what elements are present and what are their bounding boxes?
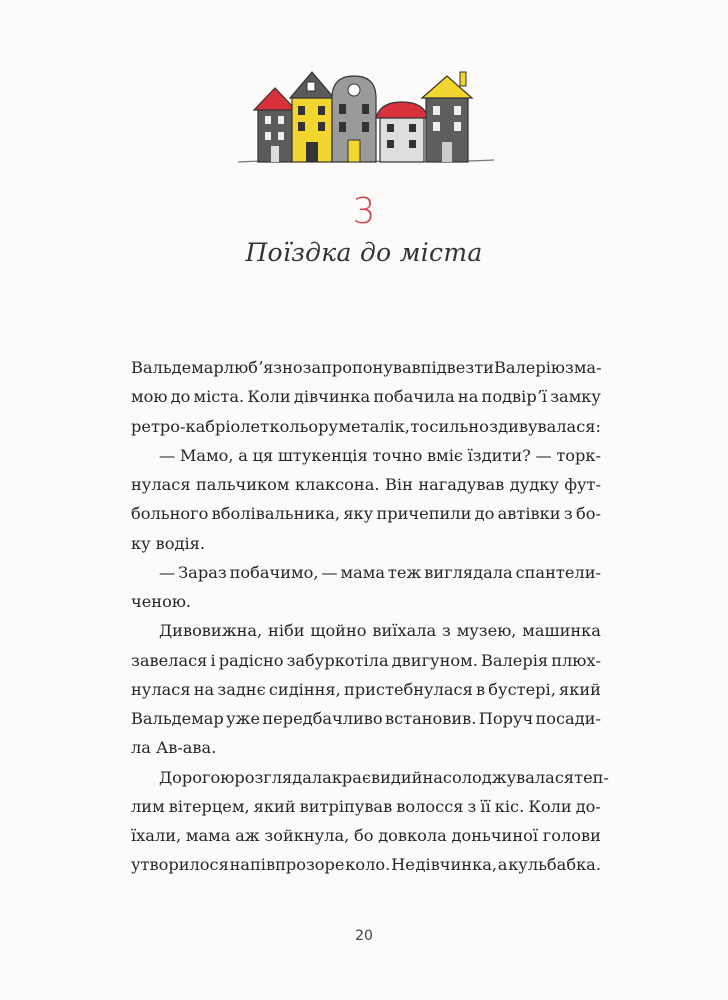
town-houses-illustration	[236, 58, 496, 188]
word: лим	[131, 796, 165, 816]
word: з	[565, 358, 574, 377]
word: бо	[353, 826, 374, 845]
word: який	[253, 796, 296, 816]
word: виїхала	[372, 621, 437, 641]
word: пристебнулася	[343, 679, 473, 699]
text-line	[131, 441, 601, 470]
word: на	[193, 679, 215, 699]
word: насолоджувалася	[422, 767, 575, 787]
word: причепили	[376, 504, 472, 524]
text-line	[131, 587, 601, 616]
word: а	[497, 855, 508, 875]
word: замку	[550, 387, 601, 407]
word: довкола	[378, 826, 447, 845]
word: яку	[343, 504, 374, 524]
word: Коли	[247, 387, 291, 407]
word: уже	[226, 709, 261, 728]
word: дівчинка	[293, 387, 371, 407]
word: Валерію	[493, 358, 565, 377]
word: штукенція	[277, 445, 368, 465]
word: в	[475, 679, 486, 699]
word: з	[442, 621, 451, 641]
word: —	[159, 445, 176, 465]
word: з	[563, 504, 573, 524]
word: Вальдемар	[131, 358, 224, 377]
word: двигуном.	[391, 650, 478, 670]
word: фут-	[564, 475, 601, 494]
word: вітерцем,	[168, 796, 250, 816]
word: Дивовижна,	[159, 621, 263, 641]
word: спантели-	[515, 562, 601, 582]
word: Ав-ава.	[155, 738, 217, 758]
text-line	[131, 646, 601, 675]
text-line	[131, 499, 601, 528]
word: мама	[185, 826, 231, 845]
word: пальчиком	[196, 475, 290, 494]
word: вболівальника,	[211, 504, 341, 524]
word: машинка	[522, 621, 601, 641]
word: больного	[131, 504, 209, 524]
page-number: 20	[355, 928, 373, 944]
word: коло.	[345, 855, 391, 875]
word: теж	[387, 562, 422, 582]
word: радісно	[218, 650, 284, 670]
word: —	[321, 562, 338, 582]
word: виглядала	[424, 562, 513, 582]
house-dark-red-roof	[254, 88, 296, 162]
word: на	[457, 387, 479, 407]
word: Вальдемар	[131, 709, 224, 728]
word: подвірʼї	[481, 387, 548, 407]
word: зойкнула,	[264, 826, 350, 845]
word: Він	[385, 475, 413, 494]
word: торк-	[556, 445, 601, 465]
word: Не	[391, 855, 415, 875]
word: Зараз	[178, 562, 227, 582]
word: до	[474, 504, 495, 524]
text-line	[131, 821, 601, 850]
word: й	[411, 767, 423, 787]
text-line	[131, 675, 601, 704]
text-line	[131, 382, 601, 411]
word: бо-	[575, 504, 601, 524]
word: побачимо,	[229, 562, 319, 582]
word: заднє	[217, 679, 266, 699]
word: доньчиної	[451, 826, 539, 845]
word: кольору	[269, 416, 339, 436]
word: нулася	[131, 679, 191, 699]
word: любʼязно	[223, 358, 303, 377]
word: бустері,	[488, 679, 556, 699]
word: водія.	[155, 533, 206, 553]
word: мама	[340, 562, 385, 582]
house-yellow	[290, 72, 334, 162]
word: завелася	[131, 650, 208, 670]
word: дівчинка,	[415, 855, 497, 875]
word: а	[238, 445, 248, 465]
word: який	[559, 679, 601, 699]
word: побачила	[373, 387, 455, 407]
word: ку	[131, 533, 151, 553]
word: до	[170, 387, 191, 407]
word: Мамо,	[179, 445, 234, 465]
word: ченою.	[131, 592, 192, 611]
word: то	[410, 416, 430, 436]
word: вміє	[427, 445, 463, 465]
house-dark-yellow-roof	[422, 72, 472, 162]
word: голови	[542, 826, 601, 845]
house-grey	[332, 76, 376, 162]
word: ма-	[573, 358, 602, 377]
word: здивувалася:	[489, 416, 601, 436]
word: сидіння,	[268, 679, 341, 699]
word: посади-	[535, 709, 601, 728]
word: Коли	[528, 796, 572, 816]
text-line	[131, 558, 601, 587]
word: з	[467, 796, 477, 816]
word: напівпрозоре	[229, 855, 345, 875]
word: металік,	[338, 416, 410, 436]
word: плюх-	[551, 650, 601, 670]
house-light-red-roof	[376, 102, 428, 162]
word: точно	[372, 445, 423, 465]
word: ретро-кабріолет	[131, 416, 270, 436]
word: теп-	[574, 767, 609, 787]
word: кіс.	[494, 796, 525, 816]
word: Дорогою	[159, 767, 235, 787]
word: краєвиди	[331, 767, 412, 787]
word: дудку	[509, 475, 559, 494]
word: кульбабка.	[508, 855, 601, 875]
word: аж	[235, 826, 260, 845]
word: —	[159, 562, 176, 582]
chapter-title: Поїздка до міста	[245, 238, 483, 267]
word: —	[535, 445, 552, 465]
text-line	[131, 470, 601, 499]
word: розглядала	[234, 767, 332, 787]
word: волосся	[396, 796, 464, 816]
word: ця	[252, 445, 274, 465]
word: клаксона.	[294, 475, 380, 494]
text-line	[131, 763, 609, 792]
word: підвезти	[420, 358, 494, 377]
word: їхали,	[131, 826, 182, 845]
word: ла	[131, 738, 151, 758]
word: міста.	[193, 387, 245, 407]
chapter-number: 3	[352, 191, 376, 232]
word: Поруч	[478, 709, 534, 728]
word: запропонував	[302, 358, 421, 377]
word: до-	[575, 796, 601, 816]
word: її	[480, 796, 491, 816]
text-line	[131, 353, 601, 382]
word: встановив.	[384, 709, 477, 728]
word: сильно	[429, 416, 489, 436]
word: передбачливо	[262, 709, 383, 728]
word: і	[210, 650, 216, 670]
text-line	[131, 412, 601, 441]
word: автівки	[497, 504, 561, 524]
text-line	[131, 850, 601, 879]
word: нулася	[131, 475, 191, 494]
chapter-body	[131, 353, 609, 880]
word: нагадував	[418, 475, 505, 494]
word: забуркотіла	[286, 650, 389, 670]
text-line	[131, 733, 601, 762]
word: музею,	[456, 621, 517, 641]
word: утворилося	[131, 855, 229, 875]
text-line	[131, 529, 601, 558]
word: витріпував	[299, 796, 393, 816]
word: Валерія	[480, 650, 549, 670]
word: ніби	[268, 621, 305, 641]
text-line	[131, 616, 601, 645]
text-line	[131, 704, 601, 733]
word: щойно	[310, 621, 367, 641]
text-line	[131, 792, 601, 821]
word: їздити?	[467, 445, 531, 465]
word: мою	[131, 387, 168, 407]
